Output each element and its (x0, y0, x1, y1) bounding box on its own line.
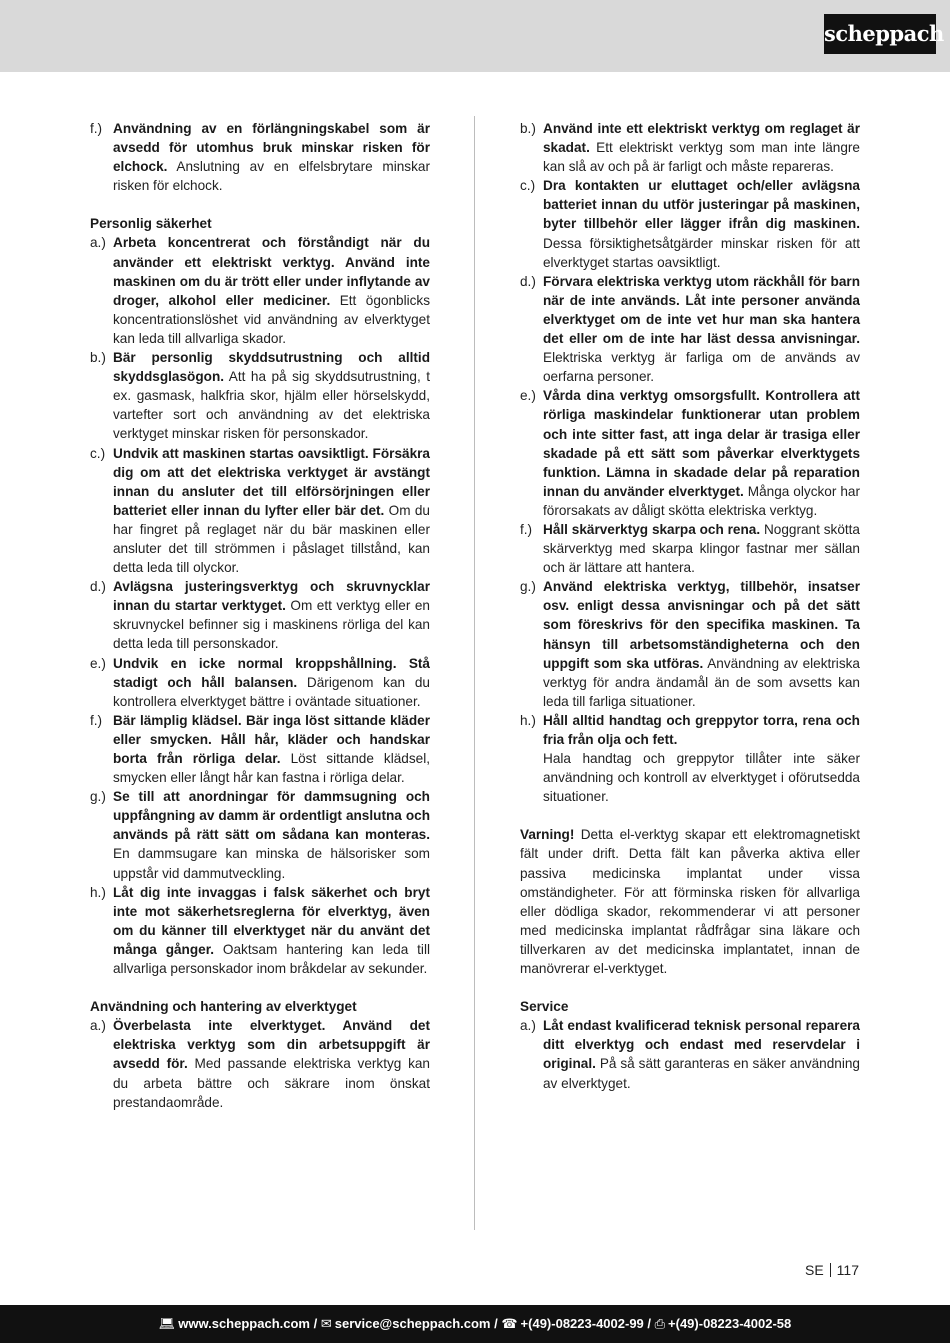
computer-icon: 💻︎ (158, 1316, 176, 1331)
item-bold: Avlägsna justeringsverktyg och skruvnycklar innan du startar verktyget. (113, 579, 430, 614)
header-bar (0, 0, 950, 72)
section-heading-handling: Användning och hantering av elverktyget (90, 999, 357, 1015)
item-text: Dessa försiktighetsåtgärder minskar risken för att elverktyget startas oavsiktligt. (543, 235, 860, 270)
item-marker: b.) (90, 350, 106, 366)
list-item (520, 176, 860, 271)
footer-website-link[interactable]: www.scheppach.com (178, 1316, 310, 1331)
item-text: Om du har fingret på reglaget när du bär maskinen eller ansluter det till strömmen i påslaget tillstånd, kan detta leda till olyckor. (113, 502, 430, 576)
item-bold: Arbeta koncentrerat och förståndigt när du använder ett elektriskt verktyg. Använd inte maskinen om du är trött eller under inflytande av droger, alkohol eller mediciner. (113, 235, 430, 308)
item-bold: Förvara elektriska verktyg utom räckhåll för barn när de inte används. Låt inte personer använda elverktyget om de inte vet hur man ska hantera det eller om de inte har läst dessa anvisningar. (543, 273, 860, 347)
item-text: Ett elektriskt verktyg som man inte längre kan slå av och på är farligt och måste repareras. (543, 140, 860, 175)
item-text: Användning av elektriska verktyg för andra ändamål än de som avsetts kan leda till farliga situationer. (543, 655, 860, 709)
item-text: Därigenom kan du kontrollera elverktyget bättre i oväntade situationer. (113, 674, 430, 709)
footer-fax: +(49)-08223-4002-58 (668, 1316, 792, 1331)
list-item (90, 444, 430, 578)
list-item (520, 386, 860, 520)
item-bold: Undvik att maskinen startas oavsiktligt. Försäkra dig om att det elektriska verktyget är avstängt innan du ansluter det till elförsörjningen eller batteriet eller innan du lyfter eller bär det. (113, 445, 430, 518)
footer-bar (0, 1305, 950, 1343)
item-marker: g.) (520, 579, 536, 595)
list-item (90, 119, 430, 195)
item-body (113, 444, 430, 578)
item-marker: d.) (90, 579, 106, 595)
item-marker: a.) (90, 235, 106, 251)
list-item (90, 787, 430, 882)
item-body (543, 520, 860, 577)
item-bold: Överbelasta inte elverktyget. Använd det elektriska verktyg som din arbetsuppgift är avsedd för. (113, 1018, 430, 1072)
section-heading-personal-safety: Personlig säkerhet (90, 216, 212, 232)
item-bold: Håll alltid handtag och greppytor torra, rena och fria från olja och fett. (543, 712, 860, 747)
item-body (113, 577, 430, 653)
item-marker: f.) (90, 121, 103, 136)
item-text: På så sätt garanteras en säker användning av elverktyget. (543, 1056, 860, 1091)
item-h-extra-text: Hala handtag och greppytor tillåter inte säker användning och kontroll av elverktyget i oförutsedda situationer. (543, 751, 860, 805)
footer-separator: / (643, 1316, 655, 1331)
item-marker: a.) (520, 1018, 536, 1034)
footer-separator: / (490, 1316, 502, 1331)
footer-email-link[interactable]: service@scheppach.com (334, 1316, 491, 1331)
item-text: Anslutning av en elfelsbrytare minskar risken för elchock. (113, 159, 430, 194)
item-marker: h.) (90, 884, 106, 900)
list-item (520, 711, 860, 749)
item-text: En dammsugare kan minska de hälsorisker som uppstår vid dammutveckling. (113, 846, 430, 881)
section-heading-service: Service (520, 999, 569, 1015)
item-bold: Se till att anordningar för dammsugning och uppfångning av damm är ordentligt anslutna och används på rätt sätt om sådana kan monteras. (113, 789, 430, 843)
item-marker: b.) (520, 121, 536, 136)
item-body (113, 1016, 430, 1111)
list-item (90, 348, 430, 443)
item-bold: Användning av en förlängningskabel som är avsedd för utomhus bruk minskar risken för elchock. (113, 121, 430, 175)
item-text: Löst sittande klädsel, smycken eller långt hår kan fastna i rörliga delar. (113, 751, 430, 786)
item-bold: Dra kontakten ur eluttaget och/eller avlägsna batteriet innan du utför justeringar på maskinen, byter tillbehör eller lägger ifrån dig maskinen. (543, 178, 860, 232)
item-body (113, 711, 430, 787)
item-marker: f.) (90, 712, 103, 728)
page-lang: SE (804, 1262, 824, 1278)
handling-list-continued (520, 119, 860, 749)
item-body (543, 711, 860, 749)
item-bold: Bär personlig skyddsutrustning och alltid skyddsglasögon. (113, 350, 430, 385)
item-bold: Undvik en icke normal kroppshållning. Stå stadigt och håll balansen. (113, 655, 430, 690)
warning-label: Varning! (520, 827, 575, 843)
item-body (543, 1016, 860, 1092)
list-item (520, 119, 860, 176)
item-body (113, 883, 430, 978)
item-text: Att ha på sig skyddsutrustning, t ex. gasmask, halkfria skor, hjälm eller hörselskydd, vartefter sort och användning av det elektriska verktyget minskar risken för personskador. (113, 369, 430, 442)
item-text: Oaktsam hantering kan leda till allvarliga personskador inom bråkdelar av sekunder. (113, 941, 430, 977)
right-column (520, 119, 860, 1093)
item-marker: e.) (90, 655, 106, 671)
item-text: Med passande elektriska verktyg kan du arbeta bättre och säkrare inom önskat prestandaområde. (113, 1056, 430, 1110)
list-item (520, 520, 860, 577)
item-bold: Låt dig inte invaggas i falsk säkerhet och bryt inte mot säkerhetsreglerna för elverktyg, även om du känner till elverktyget när du använt det många gånger. (113, 884, 430, 957)
service-list (520, 1016, 860, 1092)
fax-icon: ⎙ (654, 1316, 666, 1331)
item-bold: Låt endast kvalificerad teknisk personal reparera ditt elverktyg och endast med reservdelar i original. (543, 1018, 860, 1072)
page-number-separator (830, 1263, 831, 1277)
footer-separator: / (309, 1316, 321, 1331)
item-body (543, 386, 860, 520)
list-item (520, 272, 860, 387)
item-text: Ett ögonblicks koncentrationslöshet vid användning av elverktyget kan leda till allvarliga skador. (113, 292, 431, 346)
item-body (543, 272, 860, 387)
phone-icon: ☎︎ (501, 1316, 518, 1331)
item-text: Noggrant skötta skärverktyg med skarpa klingor fastnar mer sällan och är lättare att hantera. (543, 521, 860, 576)
item-marker: g.) (90, 789, 106, 805)
item-marker: c.) (520, 178, 536, 194)
item-body (543, 176, 860, 271)
item-bold: Använd inte ett elektriskt verktyg om reglaget är skadat. (543, 121, 860, 156)
item-bold: Vårda dina verktyg omsorgsfullt. Kontrollera att rörliga maskindelar funktionerar utan problem och inte sitter fast, att inga delar är trasiga eller skadade på ett sätt som påverkar elverktygets funktion. Lämna in skadade delar på reparation innan du använder elverktyget. (543, 388, 860, 499)
personal-safety-list (90, 233, 430, 978)
scheppach-logo: scheppach (824, 14, 936, 54)
item-body (113, 654, 430, 711)
page-number-value: 117 (836, 1262, 859, 1278)
item-body (113, 119, 430, 195)
list-item (90, 577, 430, 653)
item-marker: h.) (520, 712, 536, 728)
list-item (90, 1016, 430, 1111)
item-text: Om ett verktyg eller en skruvnyckel befinner sig i maskinens rörliga del kan detta leda till personskador. (113, 598, 430, 652)
left-column (90, 119, 430, 1112)
item-bold: Använd elektriska verktyg, tillbehör, insatser osv. enligt dessa anvisningar och på det sätt som föreskrivs för den specifika maskinen. Ta hänsyn till arbetsomständigheterna och den uppgift som ska utföras. (543, 579, 860, 671)
list-item (90, 883, 430, 978)
column-divider (474, 116, 475, 1230)
list-item (90, 233, 430, 348)
item-marker: c.) (90, 445, 106, 461)
mail-icon: ✉︎ (320, 1316, 332, 1331)
list-item (520, 577, 860, 711)
item-marker: e.) (520, 388, 536, 404)
page-number (805, 1262, 859, 1278)
item-bold: Bär lämplig klädsel. Bär inga löst sittande kläder eller smycken. Håll hår, kläder och handskar borta från rörliga delar. (113, 712, 430, 766)
item-marker: d.) (520, 273, 536, 289)
item-body (113, 348, 430, 443)
warning-text: Detta el-verktyg skapar ett elektromagnetiskt fält under drift. Detta fält kan påverka aktiva eller passiva medicinska implantat under vissa omständigheter. För att förminska risken för allvarliga eller dödliga skador, rekommenderar vi att personer med medicinska implantat rådfrågar sina läkare och tillverkaren av det medicinska implantatet, innan de manövrerar el-verktyget. (520, 827, 860, 977)
warning-paragraph (520, 825, 860, 978)
list-item (90, 654, 430, 711)
item-body (543, 119, 860, 176)
item-bold: Håll skärverktyg skarpa och rena. (543, 521, 761, 537)
item-body (113, 787, 430, 882)
item-body (543, 577, 860, 711)
list-item (520, 1016, 860, 1092)
item-marker: a.) (90, 1018, 106, 1034)
handling-list (90, 1016, 430, 1111)
item-text: Många olyckor har förorsakats av dåligt skötta elektriska verktyg. (543, 483, 860, 518)
list-item (90, 711, 430, 787)
item-marker: f.) (520, 521, 533, 537)
item-body (113, 233, 430, 348)
footer-phone: +(49)-08223-4002-99 (520, 1316, 644, 1331)
item-text: Elektriska verktyg är farliga om de används av oerfarna personer. (543, 350, 860, 385)
